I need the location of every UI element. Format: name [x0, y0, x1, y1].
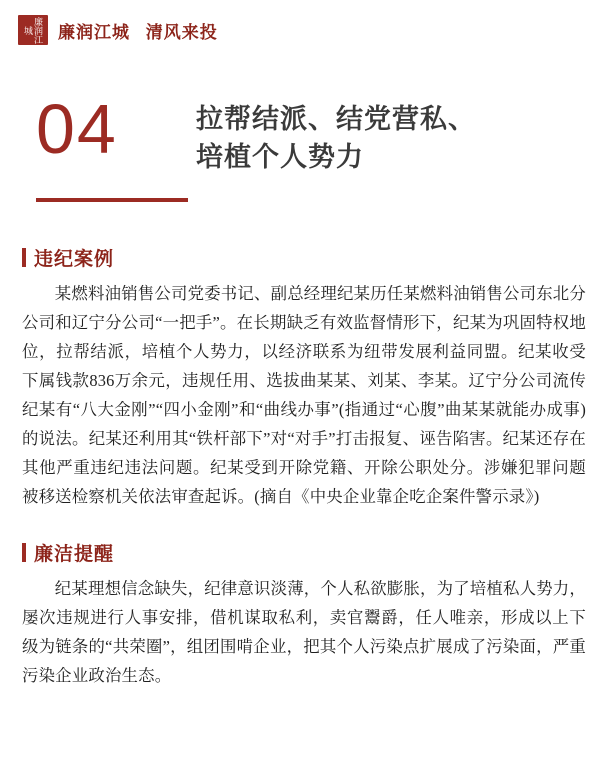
feature-block — [0, 92, 608, 176]
section-reminder-title: 廉洁提醒 — [34, 544, 115, 565]
seal-logo-icon: 廉润江城 — [18, 15, 48, 45]
section-reminder-text: 纪某理想信念缺失，纪律意识淡薄，个人私欲膨胀，为了培植私人势力，屡次违规进行人事安排，借机谋取私利，卖官鬻爵，任人唯亲，形成以上下级为链条的“共荣圈”，组团围啃企业，把其个人污染点扩展成了污染面，严重污染企业政治生态。 — [22, 579, 586, 685]
section-case-text: 某燃料油销售公司党委书记、副总经理纪某历任某燃料油销售公司东北分公司和辽宁分公司“一把手”。在长期缺乏有效监督情形下，纪某为巩固特权地位，拉帮结派，培植个人势力，以经济联系为纽带发展利益同盟。纪某收受下属钱款836万余元，违规任用、选拔曲某某、刘某、李某。辽宁分公司流传纪某有“八大金刚”“四小金刚”和“曲线办事”(指通过“心腹”曲某某就能办成事)的说法。纪某还利用其“铁杆部下”对“对手”打击报复、诬告陷害。纪某还存在其他严重违纪违法问题。纪某受到开除党籍、开除公职处分。涉嫌犯罪问题被移送检察机关依法审查起诉。(摘自《中央企业靠企吃企案件警示录》) — [22, 284, 586, 506]
feature-headline-line2: 培植个人势力 — [196, 142, 364, 172]
section-case-header — [22, 244, 586, 271]
section-reminder-header — [22, 539, 586, 566]
section-case — [0, 244, 608, 511]
feature-number: 04 — [36, 90, 118, 168]
feature-headline-line1: 拉帮结派、结党营私、 — [196, 104, 476, 134]
brand-title — [58, 18, 218, 43]
section-marker-icon — [22, 543, 26, 562]
section-marker-icon — [22, 248, 26, 267]
section-case-title: 违纪案例 — [34, 249, 115, 270]
feature-headline — [196, 100, 476, 176]
page-header — [0, 0, 608, 46]
brand-title-main: 廉润江城 — [58, 22, 130, 42]
section-reminder — [0, 539, 608, 690]
brand-title-sub: 清风来投 — [145, 22, 218, 42]
accent-divider — [36, 198, 188, 202]
